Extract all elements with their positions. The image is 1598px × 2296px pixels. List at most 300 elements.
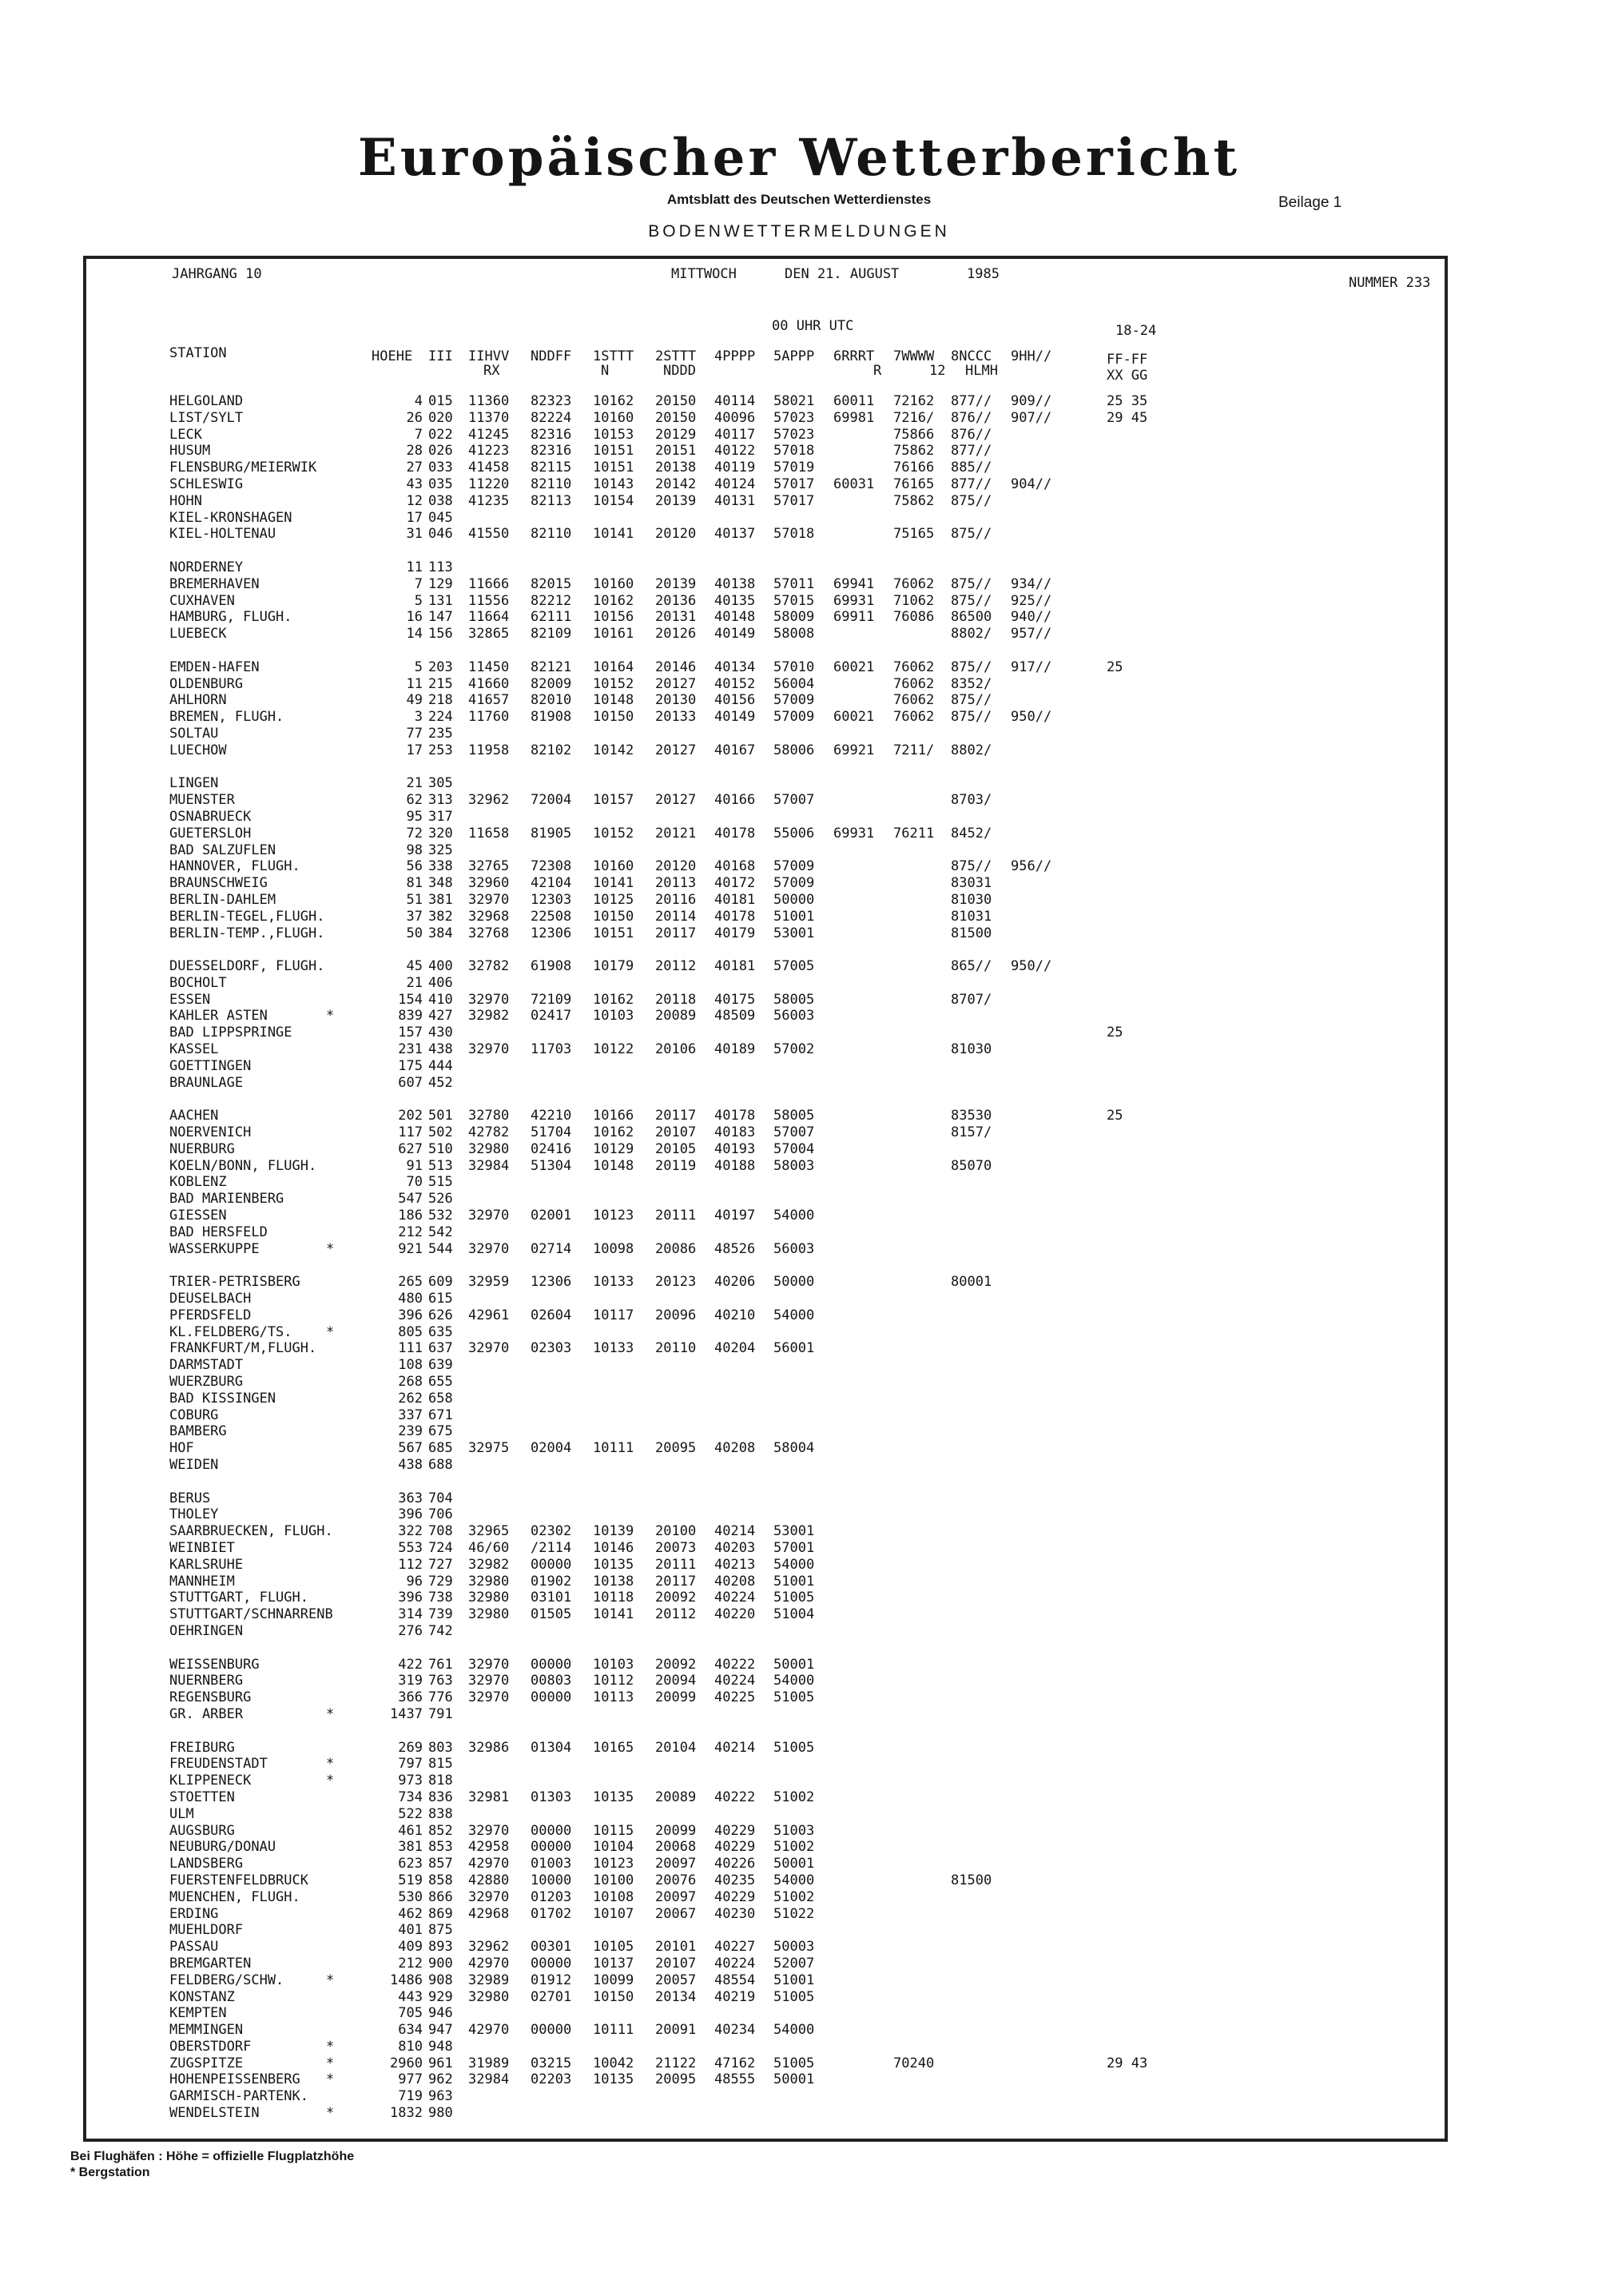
group-4pppp bbox=[714, 2039, 755, 2055]
mountain-station-marker bbox=[326, 1872, 334, 1889]
group-iihvv: 32768 bbox=[468, 925, 510, 941]
station-id: 542 bbox=[428, 1224, 453, 1240]
wind-gust-value bbox=[1107, 1490, 1147, 1507]
group-9hh bbox=[1011, 1523, 1051, 1540]
group-7wwww bbox=[893, 1773, 934, 1789]
station-name: LUEBECK bbox=[169, 626, 227, 643]
section-title: BODENWETTERMELDUNGEN bbox=[648, 222, 950, 241]
group-7wwww bbox=[893, 1307, 934, 1324]
station-name: THOLEY bbox=[169, 1506, 219, 1523]
group-7wwww bbox=[893, 1423, 934, 1440]
group-9hh bbox=[1011, 1956, 1051, 1972]
station-name: LUECHOW bbox=[169, 742, 227, 758]
station-id: 706 bbox=[428, 1506, 453, 1523]
group-6rrrt bbox=[833, 1657, 874, 1673]
station-name: FRANKFURT/M,FLUGH. bbox=[169, 1340, 317, 1357]
group-7wwww bbox=[893, 1856, 934, 1872]
group-8nccc bbox=[951, 1557, 992, 1574]
group-6rrrt bbox=[833, 1756, 874, 1773]
group-8nccc bbox=[951, 1922, 992, 1939]
group-iihvv bbox=[468, 1490, 509, 1507]
group-9hh bbox=[1011, 875, 1051, 892]
mountain-station-marker bbox=[326, 1590, 334, 1606]
station-elevation bbox=[364, 1091, 423, 1108]
group-5appp bbox=[773, 1756, 814, 1773]
station-id: 637 bbox=[428, 1340, 453, 1357]
group-1sttt: 10152 bbox=[593, 675, 634, 692]
station-id bbox=[428, 543, 453, 559]
wind-gust-value bbox=[1107, 576, 1147, 593]
station-id: 929 bbox=[428, 1988, 453, 2005]
mountain-station-marker bbox=[326, 1440, 334, 1457]
group-6rrrt: 69921 bbox=[833, 742, 875, 758]
station-name: DUESSELDORF, FLUGH. bbox=[169, 958, 325, 975]
group-iihvv: 32970 bbox=[468, 891, 510, 908]
group-5appp bbox=[773, 975, 814, 992]
group-8nccc bbox=[951, 1324, 992, 1341]
station-elevation: 705 bbox=[398, 2005, 423, 2022]
station-name: GIESSEN bbox=[169, 1208, 227, 1224]
group-9hh bbox=[1011, 1506, 1051, 1523]
group-1sttt: 10123 bbox=[593, 1856, 634, 1872]
group-8nccc: 8352/ bbox=[951, 675, 992, 692]
wind-gust-value bbox=[1107, 892, 1147, 909]
mountain-station-marker bbox=[326, 410, 334, 427]
station-id: 729 bbox=[428, 1573, 453, 1590]
group-2sttt bbox=[655, 1457, 696, 1474]
group-7wwww: 71062 bbox=[893, 592, 935, 609]
group-6rrrt bbox=[833, 1640, 874, 1657]
group-9hh bbox=[1011, 1058, 1051, 1075]
group-5appp: 57011 bbox=[773, 575, 815, 592]
group-9hh bbox=[1011, 1174, 1051, 1191]
group-nddff: 02203 bbox=[531, 2071, 572, 2088]
group-iihvv bbox=[468, 1640, 509, 1657]
group-2sttt bbox=[655, 559, 696, 576]
group-6rrrt bbox=[833, 925, 874, 942]
wind-gust-value bbox=[1107, 1141, 1147, 1158]
station-elevation: 98 bbox=[406, 842, 423, 858]
group-5appp bbox=[773, 559, 814, 576]
group-8nccc bbox=[951, 1457, 992, 1474]
wind-gust-value: 29 45 bbox=[1107, 409, 1148, 426]
station-name: STUTTGART, FLUGH. bbox=[169, 1590, 308, 1606]
group-6rrrt bbox=[833, 1174, 874, 1191]
group-nddff: 72004 bbox=[531, 792, 572, 809]
group-nddff bbox=[531, 2005, 571, 2022]
group-1sttt bbox=[593, 1756, 634, 1773]
group-7wwww bbox=[893, 1241, 934, 1258]
group-5appp: 55006 bbox=[773, 825, 815, 842]
group-9hh bbox=[1011, 842, 1051, 859]
group-6rrrt bbox=[833, 1740, 874, 1757]
group-6rrrt bbox=[833, 643, 874, 659]
group-7wwww bbox=[893, 1972, 934, 1989]
group-8nccc: 877// bbox=[951, 393, 992, 409]
station-name: PFERDSFELD bbox=[169, 1307, 252, 1323]
group-4pppp bbox=[714, 643, 755, 659]
group-5appp: 57009 bbox=[773, 858, 815, 875]
group-8nccc bbox=[951, 1008, 992, 1025]
group-6rrrt bbox=[833, 992, 874, 1009]
group-4pppp bbox=[714, 809, 755, 826]
mountain-station-marker bbox=[326, 892, 334, 909]
group-8nccc bbox=[951, 2005, 992, 2022]
group-9hh bbox=[1011, 775, 1051, 792]
station-elevation: 7 bbox=[414, 426, 423, 443]
group-nddff bbox=[531, 1191, 571, 1208]
group-1sttt bbox=[593, 2088, 634, 2105]
group-1sttt bbox=[593, 1773, 634, 1789]
group-9hh bbox=[1011, 2022, 1051, 2039]
mountain-station-marker bbox=[326, 1158, 334, 1175]
group-6rrrt bbox=[833, 2088, 874, 2105]
column-header-hlmh: HLMH bbox=[965, 363, 998, 379]
group-9hh bbox=[1011, 460, 1051, 476]
station-name: BAD MARIENBERG bbox=[169, 1191, 284, 1208]
station-id: 655 bbox=[428, 1374, 453, 1391]
group-4pppp bbox=[714, 1324, 755, 1341]
group-1sttt bbox=[593, 1025, 634, 1041]
group-nddff: 01003 bbox=[531, 1856, 572, 1872]
station-id: 948 bbox=[428, 2038, 453, 2055]
group-5appp: 51001 bbox=[773, 908, 815, 925]
group-6rrrt bbox=[833, 1606, 874, 1623]
group-7wwww: 75862 bbox=[893, 443, 935, 460]
group-2sttt: 20105 bbox=[655, 1140, 697, 1157]
station-elevation: 396 bbox=[398, 1506, 423, 1523]
station-name: FELDBERG/SCHW. bbox=[169, 1972, 284, 1988]
station-elevation: 607 bbox=[398, 1074, 423, 1091]
station-elevation bbox=[364, 759, 423, 776]
station-id: 400 bbox=[428, 958, 453, 975]
group-iihvv: 32782 bbox=[468, 958, 510, 975]
group-7wwww bbox=[893, 1025, 934, 1041]
group-7wwww bbox=[893, 1640, 934, 1657]
group-nddff: 62111 bbox=[531, 609, 572, 626]
mountain-station-marker bbox=[326, 809, 334, 826]
group-2sttt bbox=[655, 941, 696, 958]
station-elevation bbox=[364, 941, 423, 958]
mountain-station-marker bbox=[326, 992, 334, 1009]
group-9hh bbox=[1011, 992, 1051, 1009]
group-nddff bbox=[531, 842, 571, 859]
group-5appp bbox=[773, 643, 814, 659]
group-9hh bbox=[1011, 1241, 1051, 1258]
mountain-station-marker bbox=[326, 1058, 334, 1075]
wind-gust-value bbox=[1107, 1623, 1147, 1640]
wind-gust-value bbox=[1107, 476, 1147, 493]
group-7wwww bbox=[893, 1823, 934, 1840]
group-8nccc bbox=[951, 1307, 992, 1324]
group-6rrrt: 60031 bbox=[833, 476, 875, 492]
group-1sttt-column bbox=[593, 393, 634, 2122]
group-9hh bbox=[1011, 1989, 1051, 2006]
station-id: 658 bbox=[428, 1390, 453, 1407]
group-9hh bbox=[1011, 1307, 1051, 1324]
group-1sttt: 10150 bbox=[593, 709, 634, 726]
group-7wwww bbox=[893, 1623, 934, 1640]
mountain-station-marker bbox=[326, 1307, 334, 1324]
group-1sttt bbox=[593, 1174, 634, 1191]
group-8nccc: 81500 bbox=[951, 925, 992, 941]
station-elevation: 72 bbox=[406, 825, 423, 842]
group-7wwww bbox=[893, 1540, 934, 1557]
group-5appp bbox=[773, 1357, 814, 1374]
group-7wwww: 70240 bbox=[893, 2055, 935, 2071]
station-elevation: 268 bbox=[398, 1374, 423, 1391]
group-nddff bbox=[531, 1922, 571, 1939]
elevation-column bbox=[364, 393, 423, 2122]
wind-gust-value bbox=[1107, 1008, 1147, 1025]
station-name: LINGEN bbox=[169, 775, 219, 792]
group-2sttt bbox=[655, 975, 696, 992]
group-nddff: 81908 bbox=[531, 709, 572, 726]
group-iihvv: 11666 bbox=[468, 575, 510, 592]
group-1sttt bbox=[593, 1506, 634, 1523]
group-8nccc bbox=[951, 1623, 992, 1640]
group-1sttt: 10152 bbox=[593, 825, 634, 842]
mountain-station-marker bbox=[326, 460, 334, 476]
group-9hh bbox=[1011, 1773, 1051, 1789]
group-1sttt: 10143 bbox=[593, 476, 634, 492]
station-id: 852 bbox=[428, 1822, 453, 1839]
wind-gust-value bbox=[1107, 1357, 1147, 1374]
group-nddff bbox=[531, 775, 571, 792]
station-elevation: 3 bbox=[414, 709, 423, 726]
wind-gust-value bbox=[1107, 1673, 1147, 1689]
mountain-station-marker: * bbox=[326, 2055, 335, 2071]
group-9hh bbox=[1011, 1208, 1051, 1224]
wind-gust-value bbox=[1107, 1474, 1147, 1490]
group-7wwww: 76062 bbox=[893, 675, 935, 692]
group-9hh bbox=[1011, 1889, 1051, 1906]
group-nddff bbox=[531, 1773, 571, 1789]
group-5appp bbox=[773, 1291, 814, 1307]
group-7wwww bbox=[893, 1756, 934, 1773]
column-header-n: N bbox=[601, 363, 610, 379]
wind-gust-value bbox=[1107, 1906, 1147, 1923]
group-8nccc: 875// bbox=[951, 592, 992, 609]
group-5appp: 51003 bbox=[773, 1822, 815, 1839]
group-2sttt: 20126 bbox=[655, 626, 697, 643]
group-6rrrt bbox=[833, 1474, 874, 1490]
group-8nccc bbox=[951, 1091, 992, 1108]
group-9hh: 957// bbox=[1011, 626, 1052, 643]
group-5appp: 57001 bbox=[773, 1539, 815, 1556]
group-7wwww bbox=[893, 1557, 934, 1574]
mountain-station-marker: * bbox=[326, 2038, 335, 2055]
group-nddff bbox=[531, 1756, 571, 1773]
group-1sttt: 10157 bbox=[593, 792, 634, 809]
station-name: ERDING bbox=[169, 1905, 219, 1922]
group-nddff: 03101 bbox=[531, 1590, 572, 1606]
group-1sttt bbox=[593, 809, 634, 826]
group-7wwww bbox=[893, 1657, 934, 1673]
group-9hh: 940// bbox=[1011, 609, 1052, 626]
column-header-8nccc: 8NCCC bbox=[951, 348, 992, 364]
group-9hh bbox=[1011, 1457, 1051, 1474]
group-nddff: 02714 bbox=[531, 1240, 572, 1257]
group-4pppp: 48526 bbox=[714, 1240, 756, 1257]
group-1sttt: 10115 bbox=[593, 1822, 634, 1839]
group-5appp: 51002 bbox=[773, 1888, 815, 1905]
group-8nccc: 85070 bbox=[951, 1157, 992, 1174]
wind-gust-value bbox=[1107, 1506, 1147, 1523]
station-id bbox=[428, 941, 453, 958]
station-elevation: 91 bbox=[406, 1157, 423, 1174]
group-7wwww bbox=[893, 1008, 934, 1025]
group-iihvv bbox=[468, 1623, 509, 1640]
group-iihvv: 42970 bbox=[468, 1856, 510, 1872]
mountain-station-marker bbox=[326, 1806, 334, 1823]
group-8nccc bbox=[951, 1789, 992, 1806]
station-elevation: 269 bbox=[398, 1739, 423, 1756]
group-iihvv: 11556 bbox=[468, 592, 510, 609]
group-2sttt bbox=[655, 1806, 696, 1823]
group-8nccc bbox=[951, 1506, 992, 1523]
station-name: HAMBURG, FLUGH. bbox=[169, 609, 292, 626]
group-iihvv: 42880 bbox=[468, 1872, 510, 1888]
group-2sttt: 20138 bbox=[655, 460, 697, 476]
group-8nccc: 83031 bbox=[951, 875, 992, 892]
station-elevation: 810 bbox=[398, 2038, 423, 2055]
station-name: STUTTGART/SCHNARRENB bbox=[169, 1606, 333, 1623]
station-id: 961 bbox=[428, 2055, 453, 2071]
group-4pppp: 40235 bbox=[714, 1872, 756, 1888]
group-8nccc: 885// bbox=[951, 460, 992, 476]
station-name: KEMPTEN bbox=[169, 2005, 227, 2022]
group-2sttt: 20139 bbox=[655, 575, 697, 592]
station-name: BAMBERG bbox=[169, 1423, 227, 1440]
group-5appp bbox=[773, 2039, 814, 2055]
group-4pppp bbox=[714, 1224, 755, 1241]
mountain-station-marker bbox=[326, 393, 334, 410]
group-iihvv bbox=[468, 842, 509, 859]
group-iihvv: 42968 bbox=[468, 1905, 510, 1922]
group-6rrrt bbox=[833, 1590, 874, 1606]
wind-gust-value bbox=[1107, 1523, 1147, 1540]
group-4pppp: 40179 bbox=[714, 925, 756, 941]
station-id: 033 bbox=[428, 460, 453, 476]
group-9hh bbox=[1011, 443, 1051, 460]
mountain-station-marker bbox=[326, 1557, 334, 1574]
group-2sttt bbox=[655, 759, 696, 776]
group-9hh: 904// bbox=[1011, 476, 1052, 492]
group-5appp bbox=[773, 1474, 814, 1490]
station-id: 908 bbox=[428, 1972, 453, 1988]
group-9hh bbox=[1011, 1224, 1051, 1241]
group-6rrrt bbox=[833, 941, 874, 958]
station-elevation: 108 bbox=[398, 1357, 423, 1374]
mountain-station-marker bbox=[326, 975, 334, 992]
group-9hh bbox=[1011, 742, 1051, 759]
group-5appp: 53001 bbox=[773, 1523, 815, 1540]
group-5appp bbox=[773, 1457, 814, 1474]
station-name: ZUGSPITZE bbox=[169, 2055, 244, 2071]
group-9hh bbox=[1011, 1490, 1051, 1507]
group-4pppp: 40175 bbox=[714, 991, 756, 1008]
station-name: CUXHAVEN bbox=[169, 592, 235, 609]
column-header-4pppp: 4PPPP bbox=[714, 348, 756, 364]
wind-gust-value bbox=[1107, 1557, 1147, 1574]
wind-gust-value bbox=[1107, 958, 1147, 975]
group-6rrrt bbox=[833, 1224, 874, 1241]
station-elevation: 5 bbox=[414, 659, 423, 675]
group-9hh bbox=[1011, 1141, 1051, 1158]
group-8nccc bbox=[951, 1773, 992, 1789]
group-1sttt: 10137 bbox=[593, 1955, 634, 1972]
mountain-station-marker bbox=[326, 1457, 334, 1474]
group-8nccc bbox=[951, 1856, 992, 1872]
group-iihvv: 32780 bbox=[468, 1108, 510, 1124]
group-5appp: 57023 bbox=[773, 426, 815, 443]
group-4pppp bbox=[714, 775, 755, 792]
group-6rrrt bbox=[833, 1789, 874, 1806]
group-nddff: 12306 bbox=[531, 1274, 572, 1291]
wind-gust-value bbox=[1107, 1823, 1147, 1840]
group-1sttt bbox=[593, 2039, 634, 2055]
group-7wwww bbox=[893, 1606, 934, 1623]
group-7wwww bbox=[893, 1723, 934, 1740]
wind-gust-value bbox=[1107, 1457, 1147, 1474]
group-2sttt bbox=[655, 1474, 696, 1490]
group-8nccc bbox=[951, 1889, 992, 1906]
group-8nccc bbox=[951, 1407, 992, 1424]
group-7wwww bbox=[893, 2071, 934, 2088]
group-6rrrt: 69931 bbox=[833, 592, 875, 609]
group-8nccc bbox=[951, 1673, 992, 1689]
group-9hh bbox=[1011, 1673, 1051, 1689]
station-elevation: 719 bbox=[398, 2088, 423, 2105]
station-id: 381 bbox=[428, 891, 453, 908]
column-header-2sttt: 2STTT bbox=[655, 348, 697, 364]
group-7wwww bbox=[893, 875, 934, 892]
group-8nccc: 8802/ bbox=[951, 626, 992, 643]
mountain-station-marker bbox=[326, 1075, 334, 1092]
station-name: BREMEN, FLUGH. bbox=[169, 709, 284, 726]
mountain-station-marker bbox=[326, 443, 334, 460]
group-6rrrt bbox=[833, 1340, 874, 1357]
station-name: HANNOVER, FLUGH. bbox=[169, 858, 300, 875]
group-7wwww bbox=[893, 1091, 934, 1108]
group-iihvv: 32980 bbox=[468, 1988, 510, 2005]
wind-gust-value: 25 bbox=[1107, 1108, 1123, 1124]
group-iihvv bbox=[468, 1706, 509, 1723]
group-1sttt: 10135 bbox=[593, 1789, 634, 1805]
group-nddff: 82102 bbox=[531, 742, 572, 758]
station-id: 515 bbox=[428, 1174, 453, 1191]
supplement-label: Beilage 1 bbox=[1278, 194, 1342, 211]
group-1sttt: 10111 bbox=[593, 1440, 634, 1457]
group-5appp: 51004 bbox=[773, 1606, 815, 1623]
group-1sttt bbox=[593, 1457, 634, 1474]
group-2sttt: 20134 bbox=[655, 1988, 697, 2005]
group-5appp: 54000 bbox=[773, 1872, 815, 1888]
group-2sttt: 20095 bbox=[655, 1440, 697, 1457]
volume-label: JAHRGANG 10 bbox=[172, 266, 262, 282]
group-nddff: 00000 bbox=[531, 1955, 572, 1972]
group-iihvv bbox=[468, 1474, 509, 1490]
group-iihvv: 32970 bbox=[468, 1656, 510, 1673]
group-2sttt bbox=[655, 1706, 696, 1723]
group-iihvv bbox=[468, 1407, 509, 1424]
group-7wwww: 76211 bbox=[893, 825, 935, 842]
station-name: BREMERHAVEN bbox=[169, 575, 260, 592]
mountain-station-marker: * bbox=[326, 2071, 335, 2088]
group-1sttt bbox=[593, 842, 634, 859]
group-1sttt: 10142 bbox=[593, 742, 634, 758]
